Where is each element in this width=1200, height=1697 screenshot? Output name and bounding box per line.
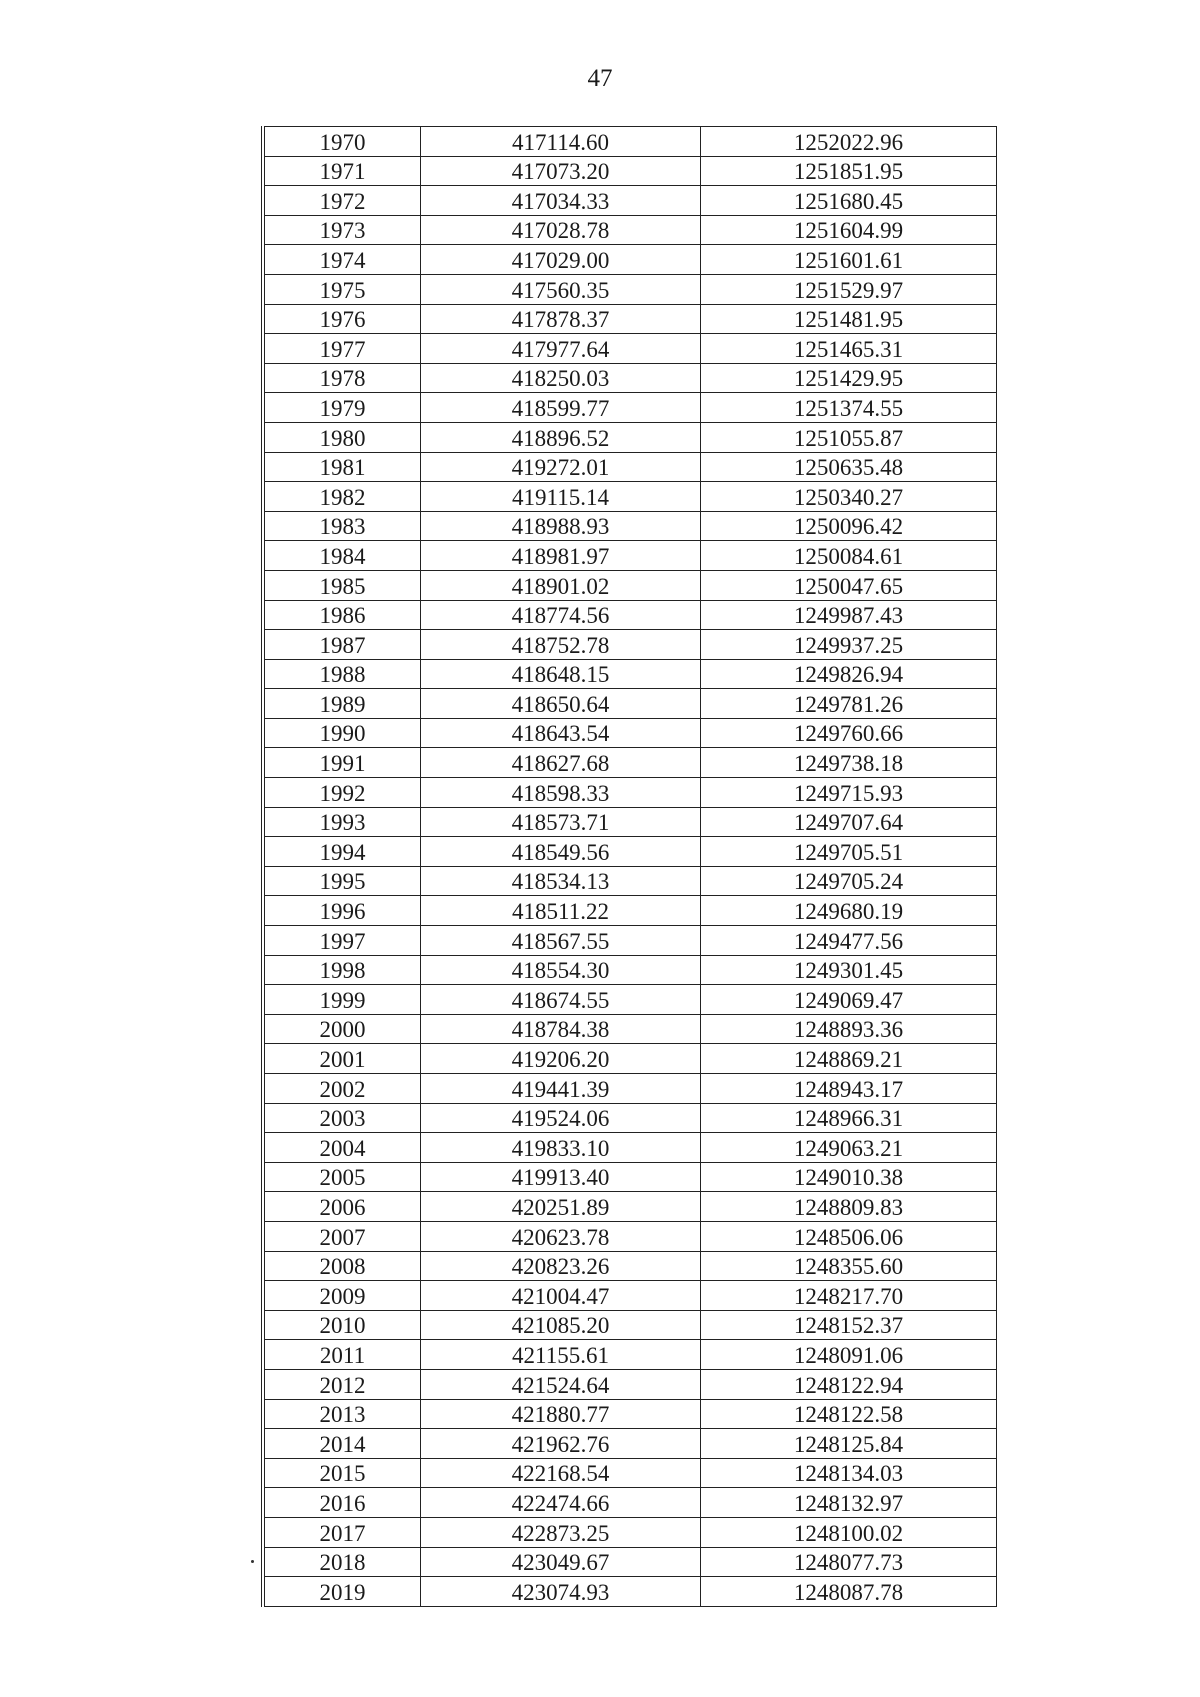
year-cell: 1972 (265, 186, 421, 216)
value-a-cell: 419115.14 (421, 482, 701, 512)
table-row (265, 689, 997, 719)
table-row (265, 245, 997, 275)
value-a-cell: 421880.77 (421, 1399, 701, 1429)
value-b-cell: 1249705.51 (701, 837, 997, 867)
value-a-cell: 419272.01 (421, 452, 701, 482)
year-cell: 2002 (265, 1074, 421, 1104)
table-row (265, 127, 997, 157)
table-row (265, 274, 997, 304)
table-row (265, 1251, 997, 1281)
value-a-cell: 419833.10 (421, 1133, 701, 1163)
value-b-cell: 1248100.02 (701, 1517, 997, 1547)
value-b-cell: 1248893.36 (701, 1014, 997, 1044)
table-row (265, 1162, 997, 1192)
year-cell: 1992 (265, 778, 421, 808)
value-a-cell: 421085.20 (421, 1310, 701, 1340)
year-cell: 1994 (265, 837, 421, 867)
value-a-cell: 421962.76 (421, 1429, 701, 1459)
table-row (265, 1577, 997, 1607)
year-cell: 1975 (265, 274, 421, 304)
value-a-cell: 418981.97 (421, 541, 701, 571)
year-cell: 1986 (265, 600, 421, 630)
table-row (265, 1221, 997, 1251)
value-b-cell: 1248134.03 (701, 1458, 997, 1488)
value-b-cell: 1249705.24 (701, 866, 997, 896)
table-row (265, 1429, 997, 1459)
table-row (265, 778, 997, 808)
table-row (265, 1340, 997, 1370)
value-b-cell: 1251481.95 (701, 304, 997, 334)
year-cell: 1982 (265, 482, 421, 512)
value-a-cell: 418648.15 (421, 659, 701, 689)
value-b-cell: 1248132.97 (701, 1488, 997, 1518)
year-cell: 2012 (265, 1369, 421, 1399)
year-cell: 1998 (265, 955, 421, 985)
table-row (265, 1517, 997, 1547)
value-b-cell: 1250047.65 (701, 570, 997, 600)
table-row (265, 452, 997, 482)
value-a-cell: 419206.20 (421, 1044, 701, 1074)
value-b-cell: 1248355.60 (701, 1251, 997, 1281)
value-a-cell: 418534.13 (421, 866, 701, 896)
value-b-cell: 1248087.78 (701, 1577, 997, 1607)
year-cell: 2008 (265, 1251, 421, 1281)
value-b-cell: 1251429.95 (701, 363, 997, 393)
value-b-cell: 1249063.21 (701, 1133, 997, 1163)
value-b-cell: 1251680.45 (701, 186, 997, 216)
value-a-cell: 419524.06 (421, 1103, 701, 1133)
table-row (265, 1133, 997, 1163)
value-b-cell: 1251374.55 (701, 393, 997, 423)
year-cell: 2004 (265, 1133, 421, 1163)
table-row (265, 1488, 997, 1518)
year-cell: 2001 (265, 1044, 421, 1074)
value-b-cell: 1252022.96 (701, 127, 997, 157)
year-cell: 1979 (265, 393, 421, 423)
table-row (265, 422, 997, 452)
table-row (265, 215, 997, 245)
year-cell: 1991 (265, 748, 421, 778)
page-number: 47 (587, 65, 613, 92)
year-cell: 2006 (265, 1192, 421, 1222)
value-b-cell: 1249680.19 (701, 896, 997, 926)
value-a-cell: 418674.55 (421, 985, 701, 1015)
value-a-cell: 418549.56 (421, 837, 701, 867)
table-row (265, 1458, 997, 1488)
value-a-cell: 418567.55 (421, 926, 701, 956)
stray-mark (251, 1560, 254, 1563)
value-a-cell: 422168.54 (421, 1458, 701, 1488)
table-row (265, 541, 997, 571)
table-row (265, 1192, 997, 1222)
value-b-cell: 1251851.95 (701, 156, 997, 186)
table-row (265, 1103, 997, 1133)
value-b-cell: 1251529.97 (701, 274, 997, 304)
value-a-cell: 418554.30 (421, 955, 701, 985)
value-b-cell: 1248077.73 (701, 1547, 997, 1577)
table-row (265, 1399, 997, 1429)
value-b-cell: 1248122.58 (701, 1399, 997, 1429)
table-row (265, 304, 997, 334)
year-cell: 1989 (265, 689, 421, 719)
year-cell: 2009 (265, 1281, 421, 1311)
table-row (265, 630, 997, 660)
value-a-cell: 417034.33 (421, 186, 701, 216)
value-b-cell: 1251601.61 (701, 245, 997, 275)
year-cell: 1984 (265, 541, 421, 571)
year-cell: 2000 (265, 1014, 421, 1044)
value-a-cell: 421004.47 (421, 1281, 701, 1311)
year-cell: 1997 (265, 926, 421, 956)
value-a-cell: 420251.89 (421, 1192, 701, 1222)
value-b-cell: 1249781.26 (701, 689, 997, 719)
year-cell: 2013 (265, 1399, 421, 1429)
value-b-cell: 1249760.66 (701, 718, 997, 748)
value-a-cell: 417029.00 (421, 245, 701, 275)
table-row (265, 482, 997, 512)
value-b-cell: 1250096.42 (701, 511, 997, 541)
value-b-cell: 1249707.64 (701, 807, 997, 837)
value-a-cell: 417560.35 (421, 274, 701, 304)
table-row (265, 955, 997, 985)
table-row (265, 718, 997, 748)
table-row (265, 1310, 997, 1340)
value-a-cell: 418573.71 (421, 807, 701, 837)
value-b-cell: 1249715.93 (701, 778, 997, 808)
table-body (265, 127, 997, 1607)
table-container (261, 126, 999, 1607)
table-row (265, 393, 997, 423)
value-a-cell: 419441.39 (421, 1074, 701, 1104)
table-row (265, 1369, 997, 1399)
value-b-cell: 1248091.06 (701, 1340, 997, 1370)
year-cell: 1973 (265, 215, 421, 245)
year-cell: 1983 (265, 511, 421, 541)
year-cell: 1980 (265, 422, 421, 452)
value-b-cell: 1249987.43 (701, 600, 997, 630)
table-row (265, 570, 997, 600)
year-cell: 1978 (265, 363, 421, 393)
year-cell: 1990 (265, 718, 421, 748)
value-a-cell: 418774.56 (421, 600, 701, 630)
value-a-cell: 420823.26 (421, 1251, 701, 1281)
table-row (265, 807, 997, 837)
value-b-cell: 1248122.94 (701, 1369, 997, 1399)
year-cell: 2018 (265, 1547, 421, 1577)
table-row (265, 186, 997, 216)
year-cell: 1995 (265, 866, 421, 896)
value-a-cell: 418650.64 (421, 689, 701, 719)
value-b-cell: 1249937.25 (701, 630, 997, 660)
table-row (265, 511, 997, 541)
value-a-cell: 418988.93 (421, 511, 701, 541)
value-b-cell: 1251604.99 (701, 215, 997, 245)
year-cell: 1976 (265, 304, 421, 334)
value-b-cell: 1250635.48 (701, 452, 997, 482)
value-a-cell: 418901.02 (421, 570, 701, 600)
value-b-cell: 1249069.47 (701, 985, 997, 1015)
value-a-cell: 418627.68 (421, 748, 701, 778)
year-cell: 1974 (265, 245, 421, 275)
value-b-cell: 1249301.45 (701, 955, 997, 985)
value-b-cell: 1248506.06 (701, 1221, 997, 1251)
year-cell: 1996 (265, 896, 421, 926)
year-cell: 2016 (265, 1488, 421, 1518)
table-row (265, 600, 997, 630)
value-a-cell: 423074.93 (421, 1577, 701, 1607)
year-cell: 1971 (265, 156, 421, 186)
table-row (265, 156, 997, 186)
value-a-cell: 420623.78 (421, 1221, 701, 1251)
table-row (265, 1547, 997, 1577)
value-b-cell: 1248869.21 (701, 1044, 997, 1074)
value-b-cell: 1249738.18 (701, 748, 997, 778)
value-a-cell: 417114.60 (421, 127, 701, 157)
value-a-cell: 423049.67 (421, 1547, 701, 1577)
value-b-cell: 1248809.83 (701, 1192, 997, 1222)
year-cell: 1993 (265, 807, 421, 837)
value-a-cell: 417977.64 (421, 334, 701, 364)
value-b-cell: 1249826.94 (701, 659, 997, 689)
value-b-cell: 1250084.61 (701, 541, 997, 571)
value-b-cell: 1248217.70 (701, 1281, 997, 1311)
value-a-cell: 417028.78 (421, 215, 701, 245)
value-a-cell: 417878.37 (421, 304, 701, 334)
value-a-cell: 417073.20 (421, 156, 701, 186)
table-row (265, 837, 997, 867)
table-row (265, 896, 997, 926)
table-row (265, 985, 997, 1015)
value-b-cell: 1248943.17 (701, 1074, 997, 1104)
year-cell: 1977 (265, 334, 421, 364)
value-b-cell: 1248152.37 (701, 1310, 997, 1340)
year-cell: 1988 (265, 659, 421, 689)
table-row (265, 363, 997, 393)
year-cell: 2017 (265, 1517, 421, 1547)
year-cell: 1999 (265, 985, 421, 1015)
value-b-cell: 1248966.31 (701, 1103, 997, 1133)
table-row (265, 1014, 997, 1044)
value-a-cell: 418784.38 (421, 1014, 701, 1044)
value-a-cell: 421155.61 (421, 1340, 701, 1370)
year-cell: 1987 (265, 630, 421, 660)
value-a-cell: 419913.40 (421, 1162, 701, 1192)
year-cell: 1970 (265, 127, 421, 157)
year-cell: 2014 (265, 1429, 421, 1459)
table-row (265, 1281, 997, 1311)
year-cell: 1985 (265, 570, 421, 600)
value-a-cell: 418250.03 (421, 363, 701, 393)
data-table (264, 126, 997, 1607)
table-row (265, 1044, 997, 1074)
value-b-cell: 1249477.56 (701, 926, 997, 956)
value-a-cell: 422474.66 (421, 1488, 701, 1518)
year-cell: 1981 (265, 452, 421, 482)
value-b-cell: 1250340.27 (701, 482, 997, 512)
table-row (265, 334, 997, 364)
table-row (265, 866, 997, 896)
value-a-cell: 418896.52 (421, 422, 701, 452)
value-b-cell: 1249010.38 (701, 1162, 997, 1192)
value-b-cell: 1251055.87 (701, 422, 997, 452)
year-cell: 2019 (265, 1577, 421, 1607)
value-a-cell: 418511.22 (421, 896, 701, 926)
table-row (265, 1074, 997, 1104)
table-row (265, 926, 997, 956)
year-cell: 2005 (265, 1162, 421, 1192)
table-row (265, 748, 997, 778)
value-a-cell: 422873.25 (421, 1517, 701, 1547)
year-cell: 2015 (265, 1458, 421, 1488)
year-cell: 2010 (265, 1310, 421, 1340)
value-a-cell: 418643.54 (421, 718, 701, 748)
year-cell: 2011 (265, 1340, 421, 1370)
year-cell: 2007 (265, 1221, 421, 1251)
value-a-cell: 418752.78 (421, 630, 701, 660)
value-b-cell: 1251465.31 (701, 334, 997, 364)
value-a-cell: 418598.33 (421, 778, 701, 808)
value-b-cell: 1248125.84 (701, 1429, 997, 1459)
value-a-cell: 418599.77 (421, 393, 701, 423)
year-cell: 2003 (265, 1103, 421, 1133)
value-a-cell: 421524.64 (421, 1369, 701, 1399)
table-row (265, 659, 997, 689)
